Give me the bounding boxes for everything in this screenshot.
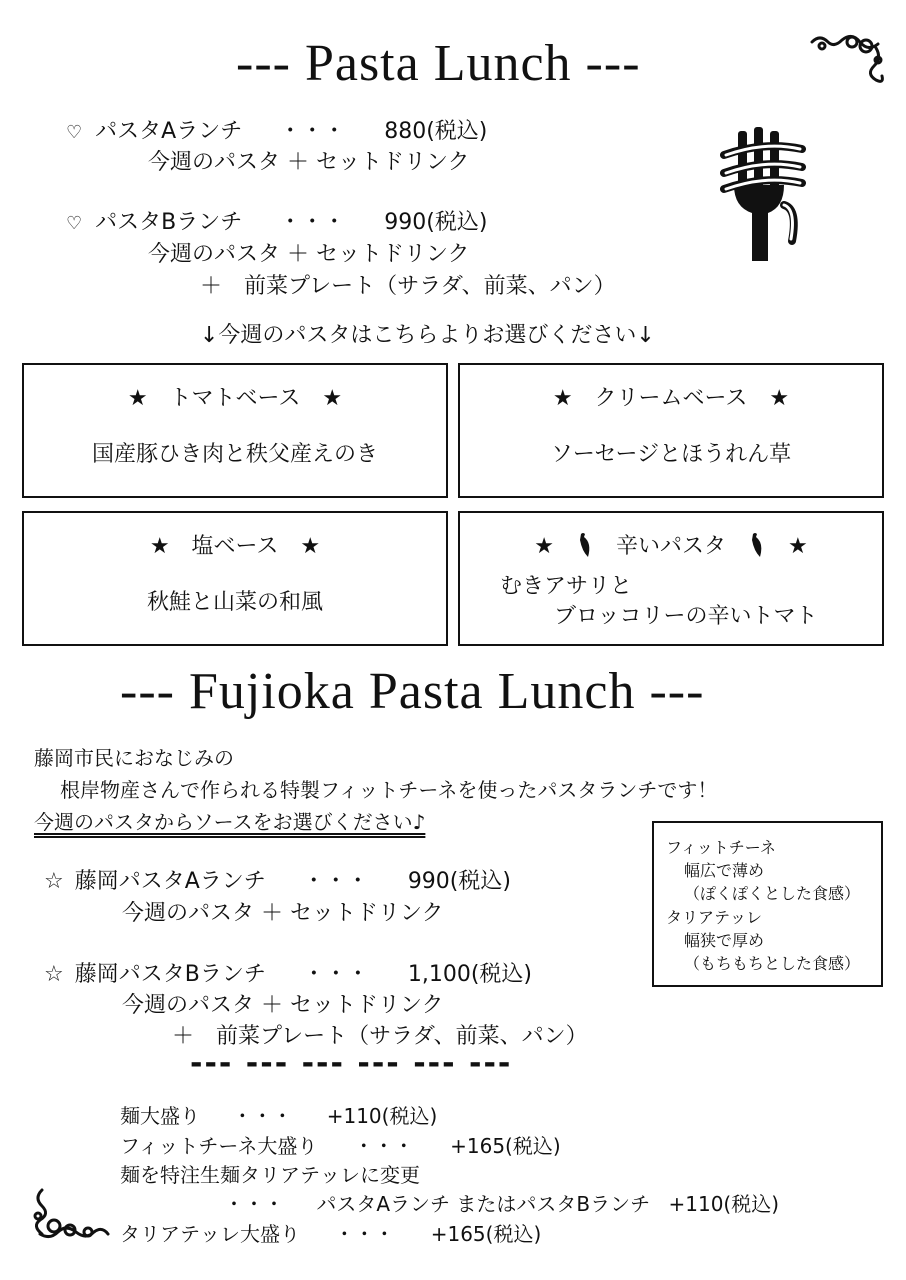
ornament-icon — [806, 30, 888, 90]
sauce-box-spicy — [458, 511, 884, 646]
page-title: --- Pasta Lunch --- — [236, 35, 641, 92]
fujioka-menu-a-desc: 今週のパスタ ＋ セットドリンク — [122, 901, 444, 926]
menu-b-name: パスタBランチ — [95, 210, 243, 235]
note-fettuccine-texture: （ぽくぽくとした食感） — [684, 884, 861, 903]
noodle-note-box — [652, 821, 883, 987]
sauce-header: ★ 塩ベース ★ — [149, 534, 321, 559]
star-icon: ☆ — [44, 962, 64, 987]
sauce-dish-line1: むきアサリと — [500, 574, 633, 599]
fujioka-menu-b-name: 藤岡パスタBランチ — [74, 962, 266, 987]
note-fettuccine-desc: 幅広で薄め — [684, 861, 765, 880]
section-title-fujioka: --- Fujioka Pasta Lunch --- — [120, 663, 705, 720]
ornament-icon — [30, 1186, 112, 1242]
menu-a-row — [66, 114, 487, 145]
option-large-noodle: 麺大盛り ・・・ +110(税込) — [120, 1104, 438, 1128]
fujioka-menu-a-row — [44, 864, 511, 895]
sauce-dish: 国産豚ひき肉と秩父産えのき — [91, 442, 378, 467]
heart-icon: ♡ — [66, 122, 83, 143]
fujioka-menu-b-dots: ・・・ — [302, 962, 369, 987]
sauce-dish: ソーセージとほうれん草 — [550, 442, 792, 467]
intro-line1: 藤岡市民におなじみの — [34, 746, 234, 770]
heart-icon: ♡ — [66, 213, 83, 234]
note-fettuccine-title: フィットチーネ — [666, 838, 776, 857]
note-tagliatelle-texture: （もちもちとした食感） — [684, 954, 861, 973]
fujioka-menu-a-dots: ・・・ — [302, 869, 369, 894]
menu-a-name: パスタAランチ — [95, 119, 243, 144]
menu-a-price: 880(税込) — [384, 119, 488, 144]
intro-line2: 根岸物産さんで作られる特製フィットチーネを使ったパスタランチです！ — [60, 778, 718, 802]
fujioka-menu-a-name: 藤岡パスタAランチ — [74, 869, 266, 894]
star-icon: ☆ — [44, 869, 64, 894]
menu-b-dots: ・・・ — [279, 210, 346, 235]
menu-a-desc: 今週のパスタ ＋ セットドリンク — [148, 150, 470, 175]
sauce-header: ★ クリームベース ★ — [552, 386, 790, 411]
menu-b-desc2: ＋ 前菜プレート（サラダ、前菜、パン） — [200, 274, 616, 299]
fork-pasta-icon — [718, 125, 808, 265]
menu-b-price: 990(税込) — [384, 210, 488, 235]
option-tagliatelle-detail: ・・・ パスタAランチ またはパスタBランチ +110(税込) — [224, 1192, 780, 1216]
sauce-header: ★ 辛いパスタ ★ — [534, 534, 808, 559]
sauce-header: ★ トマトベース ★ — [127, 386, 343, 411]
option-large-fettuccine: フィットチーネ大盛り ・・・ +165(税込) — [120, 1134, 561, 1158]
dash-divider: --- --- --- --- --- --- — [190, 1046, 513, 1081]
sauce-dish-line2: ブロッコリーの辛いトマト — [554, 604, 818, 629]
sauce-box-cream — [458, 363, 884, 498]
note-tagliatelle-title: タリアテッレ — [666, 908, 763, 927]
chili-pepper-icon — [575, 532, 595, 558]
menu-b-desc: 今週のパスタ ＋ セットドリンク — [148, 242, 470, 267]
fujioka-menu-b-price: 1,100(税込) — [407, 962, 532, 987]
option-tagliatelle-change: 麺を特注生麺タリアテッレに変更 — [120, 1163, 420, 1187]
choose-note: ↓今週のパスタはこちらよりお選びください↓ — [200, 323, 655, 348]
chili-pepper-icon — [747, 532, 767, 558]
sauce-box-tomato — [22, 363, 448, 498]
fujioka-menu-a-price: 990(税込) — [407, 869, 511, 894]
sauce-dish: 秋鮭と山菜の和風 — [146, 590, 323, 615]
fujioka-menu-b-desc2: ＋ 前菜プレート（サラダ、前菜、パン） — [172, 1024, 588, 1049]
menu-b-row — [66, 205, 487, 236]
intro-line3: 今週のパスタからソースをお選びください♪ — [34, 810, 426, 834]
fujioka-menu-b-row — [44, 957, 532, 988]
sauce-box-salt — [22, 511, 448, 646]
fujioka-menu-b-desc: 今週のパスタ ＋ セットドリンク — [122, 993, 444, 1018]
note-tagliatelle-desc: 幅狭で厚め — [684, 931, 765, 950]
option-large-tagliatelle: タリアテッレ大盛り ・・・ +165(税込) — [120, 1222, 542, 1246]
menu-a-dots: ・・・ — [279, 119, 346, 144]
